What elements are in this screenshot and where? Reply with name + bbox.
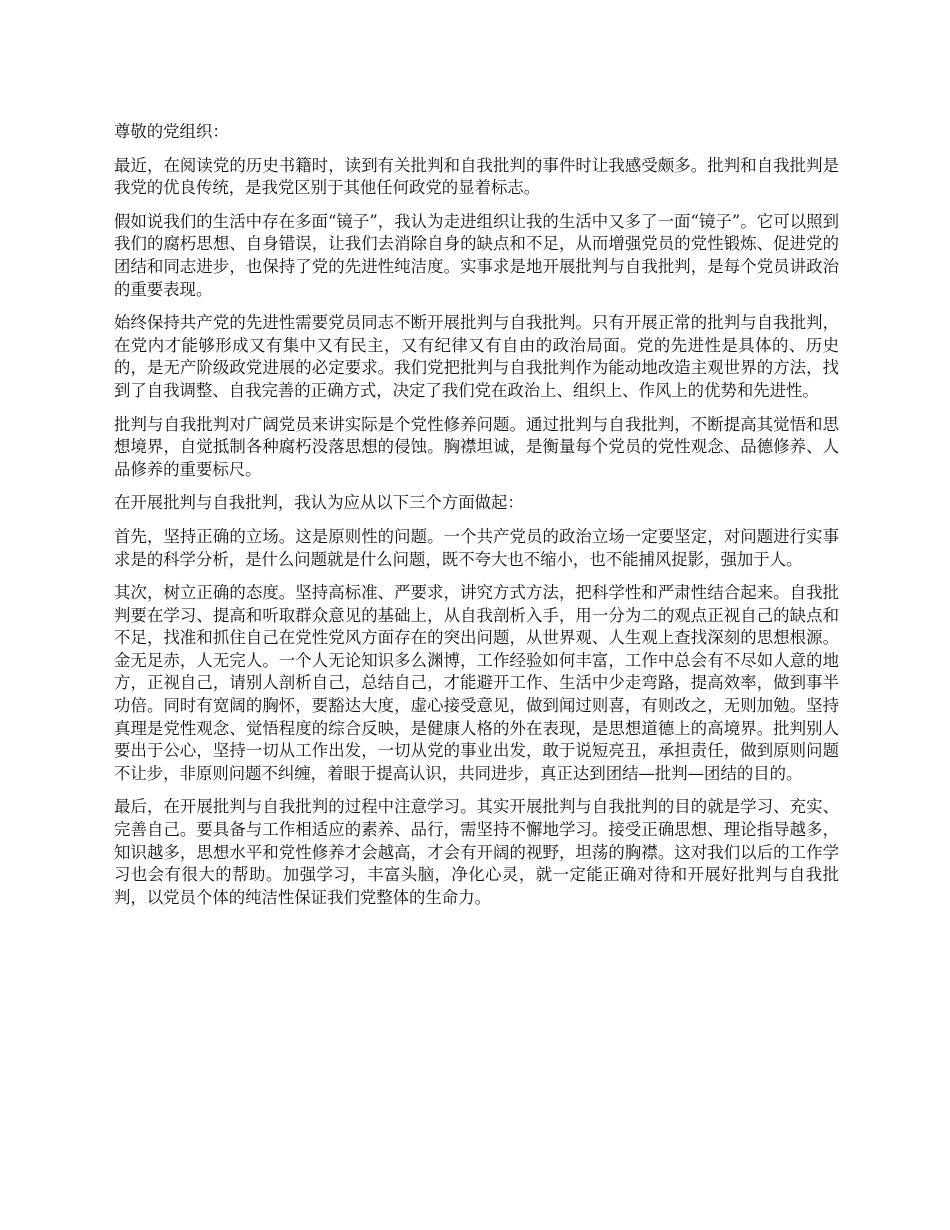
paragraph-5: 在开展批判与自我批判，我认为应从以下三个方面做起： xyxy=(114,493,524,513)
paragraph-4: 批判与自我批判对广阔党员来讲实际是个党性修养问题。通过批判与自我批判，不断提高其觉悟和思想境界，自觉抵制各种腐朽没落思想的侵蚀。胸襟坦诚，是衡量每个党员的党性观念、品德修养、人品修养的重要标尺。 xyxy=(114,414,839,479)
salutation: 尊敬的党组织： xyxy=(114,122,229,141)
paragraph-3: 始终保持共产党的先进性需要党员同志不断开展批判与自我批判。只有开展正常的批判与自我批判，在党内才能够形成又有集中又有民主，又有纪律又有自由的政治局面。党的先进性是具体的、历史的，是无产阶级政党进展的必定要求。我们党把批判与自我批判作为能动地改造主观世界的方法，找到了自我调整、自我完善的正确方式，决定了我们党在政治上、组织上、作风上的优势和先进性。 xyxy=(114,313,839,400)
paragraph-6: 首先，坚持正确的立场。这是原则性的问题。一个共产党员的政治立场一定要坚定，对问题进行实事求是的科学分析，是什么问题就是什么问题，既不夸大也不缩小，也不能捕风捉影，强加于人。 xyxy=(114,526,839,569)
paragraph-7: 其次，树立正确的态度。坚持高标准、严要求，讲究方式方法，把科学性和严肃性结合起来。自我批判要在学习、提高和听取群众意见的基础上，从自我剖析入手，用一分为二的观点正视自己的缺点和不足，找准和抓住自己在党性党风方面存在的突出问题，从世界观、人生观上查找深刻的思想根源。金无足赤，人无完人。一个人无论知识多么渊博，工作经验如何丰富，工作中总会有不尽如人意的地方，正视自己，请别人剖析自己，总结自己，才能避开工作、生活中少走弯路，提高效率，做到事半功倍。同时有宽阔的胸怀，要豁达大度，虚心接受意见，做到闻过则喜，有则改之，无则加勉。坚持真理是党性观念、觉悟程度的综合反映，是健康人格的外在表现，是思想道德上的高境界。批判别人要出于公心，坚持一切从工作出发，一切从党的事业出发，敢于说短亮丑，承担责任，做到原则问题不让步，非原则问题不纠缠，着眼于提高认识，共同进步，真正达到团结—批判—团结的目的。 xyxy=(114,583,839,783)
paragraph-1: 最近，在阅读党的历史书籍时，读到有关批判和自我批判的事件时让我感受颇多。批判和自我批判是我党的优良传统，是我党区别于其他任何政党的显着标志。 xyxy=(114,155,839,198)
paragraph-8: 最后，在开展批判与自我批判的过程中注意学习。其实开展批判与自我批判的目的就是学习、充实、完善自己。要具备与工作相适应的素养、品行，需坚持不懈地学习。接受正确思想、理论指导越多，知识越多，思想水平和党性修养才会越高，才会有开阔的视野，坦荡的胸襟。这对我们以后的工作学习也会有很大的帮助。加强学习，丰富头脑，净化心灵，就一定能正确对待和开展好批判与自我批判，以党员个体的纯洁性保证我们党整体的生命力。 xyxy=(114,797,839,907)
paragraph-2: 假如说我们的生活中存在多面“镜子”，我认为走进组织让我的生活中又多了一面“镜子”。它可以照到我们的腐朽思想、自身错误，让我们去消除自身的缺点和不足，从而增强党员的党性锻炼、促进党的团结和同志进步，也保持了党的先进性纯洁度。实事求是地开展批判与自我批判，是每个党员讲政治的重要表现。 xyxy=(114,211,839,299)
document-body xyxy=(114,121,839,920)
